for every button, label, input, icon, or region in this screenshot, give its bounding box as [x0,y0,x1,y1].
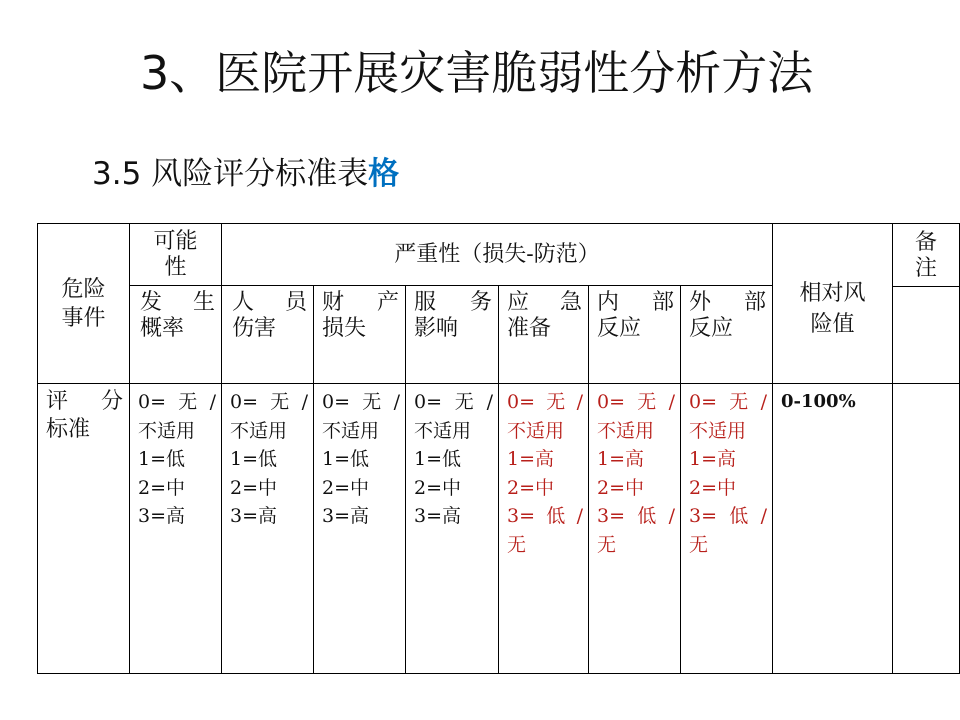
header-col-probability: 发 生 概率 [130,286,222,384]
scoring-cell-emergency-preparedness: 0= 无 / 不适用 1=高 2=中 3= 低 / 无 [499,384,589,674]
header-col-service-impact: 服 务 影响 [406,286,499,384]
scoring-cell-property-loss: 0= 无 / 不适用 1=低 2=中 3=高 [314,384,406,674]
header-col-property-loss: 财 产 损失 [314,286,406,384]
header-relative-risk: 相对风险值 [773,224,893,384]
row-label-scoring-standard: 评 分 标准 [38,384,130,674]
scoring-cell-personnel-injury: 0= 无 / 不适用 1=低 2=中 3=高 [222,384,314,674]
header-col-internal-response: 内 部 反应 [589,286,681,384]
risk-scoring-table [37,223,960,674]
scoring-cell-internal-response: 0= 无 / 不适用 1=高 2=中 3= 低 / 无 [589,384,681,674]
scoring-cell-service-impact: 0= 无 / 不适用 1=低 2=中 3=高 [406,384,499,674]
header-hazard-event: 危险事件 [38,224,130,384]
subtitle-accent: 格 [368,156,400,192]
page-title: 3、医院开展灾害脆弱性分析方法 [140,46,814,100]
header-severity: 严重性（损失-防范） [222,224,773,286]
header-possibility: 可能性 [130,224,222,286]
scoring-cell-relative-risk: 0-100% [773,384,893,674]
header-col-external-response: 外 部 反应 [681,286,773,384]
section-subtitle [92,146,399,202]
scoring-cell-external-response: 0= 无 / 不适用 1=高 2=中 3= 低 / 无 [681,384,773,674]
scoring-cell-remarks [893,384,960,674]
header-remarks: 备注 [893,224,960,384]
subtitle-prefix: 3.5 风险评分标准表 [92,156,369,192]
header-col-personnel-injury: 人 员 伤害 [222,286,314,384]
scoring-cell-probability: 0= 无 / 不适用 1=低 2=中 3=高 [130,384,222,674]
header-col-emergency-preparedness: 应 急 准备 [499,286,589,384]
